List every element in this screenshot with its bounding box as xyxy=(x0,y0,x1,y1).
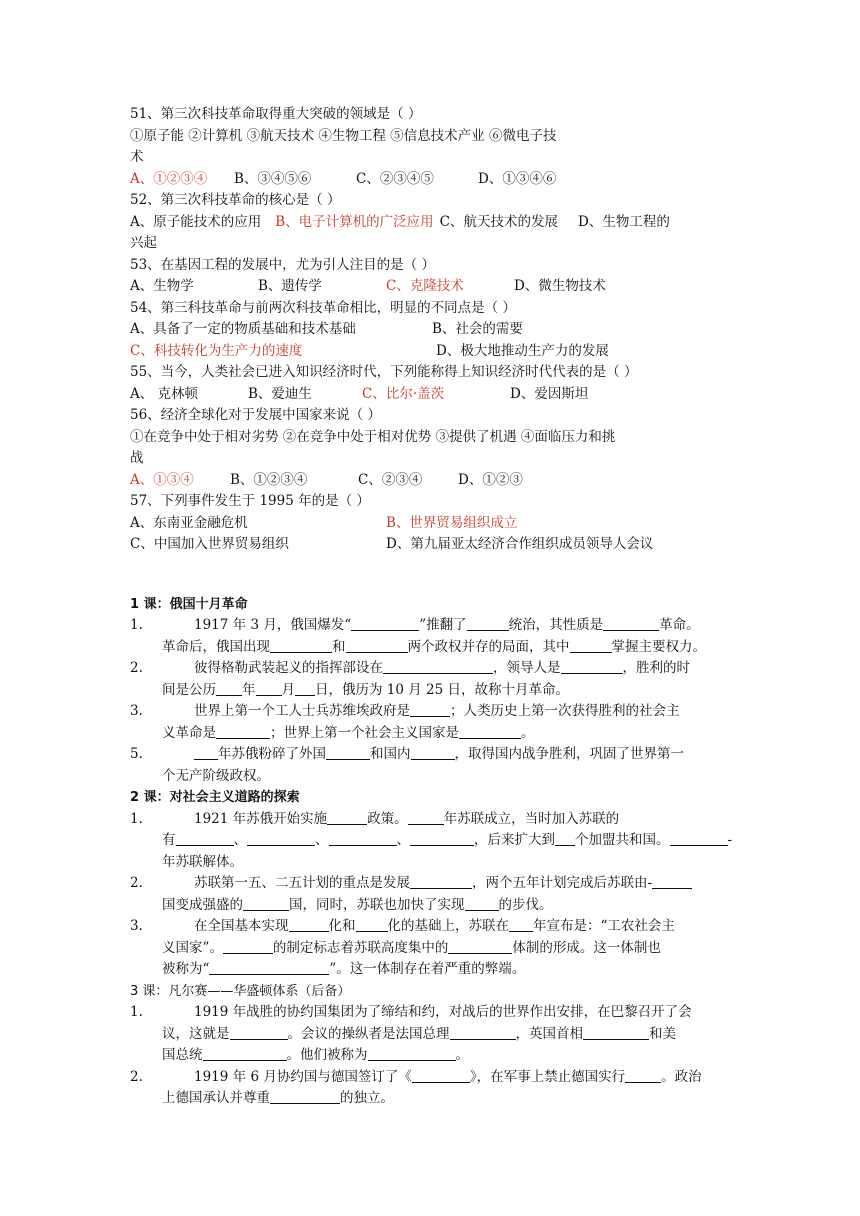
answer-blank[interactable] xyxy=(408,809,444,825)
answer-blank[interactable] xyxy=(329,830,397,846)
text: ，取得国内战争胜利，巩固了世界第一 xyxy=(454,746,684,762)
text: 国，同时，苏联也加快了实现 xyxy=(289,896,465,913)
q51-option-a: A、①②③④ xyxy=(130,170,208,187)
item-line xyxy=(162,873,730,895)
item-line xyxy=(162,723,730,745)
q54-options-row2 xyxy=(130,341,730,363)
lesson3-title: 3 课：凡尔赛——华盛顿体系（后备） xyxy=(130,983,351,999)
q57-option-c: C、中国加入世界贸易组织 xyxy=(130,536,289,552)
text: 和美 xyxy=(649,1025,676,1042)
answer-blank[interactable] xyxy=(561,658,623,674)
q56-option-b: B、①②③④ xyxy=(230,471,308,488)
document-page xyxy=(130,104,733,1110)
answer-blank[interactable] xyxy=(243,895,289,911)
answer-blank[interactable] xyxy=(670,830,728,846)
answer-blank[interactable] xyxy=(247,830,315,846)
text: 化和 xyxy=(328,918,356,934)
text: ，胜利的时 xyxy=(622,660,690,676)
text: 的独立。 xyxy=(340,1090,394,1106)
answer-blank[interactable] xyxy=(216,723,270,739)
lesson2-item xyxy=(130,916,730,981)
text: 。 xyxy=(455,1047,469,1063)
text: 的制定标志着苏联高度集中的 xyxy=(272,939,449,956)
text: 和 xyxy=(332,638,346,655)
answer-blank[interactable] xyxy=(625,1067,661,1083)
text: 。他们被称为 xyxy=(286,1047,368,1063)
text: 个加盟共和国。 xyxy=(575,832,670,848)
text: ”推翻了 xyxy=(419,617,467,633)
answer-blank[interactable] xyxy=(230,1024,288,1040)
item-line xyxy=(162,916,730,938)
lesson3-item xyxy=(130,1002,730,1067)
q53-options xyxy=(130,276,730,298)
text: ，后来扩大到 xyxy=(474,832,555,848)
answer-blank[interactable] xyxy=(327,809,367,825)
text: 的步伐。 xyxy=(498,896,553,913)
text: ，英国首相 xyxy=(515,1025,583,1042)
q55-option-a: A、 克林顿 xyxy=(130,385,199,402)
text: 彼得格勒武装起义的指挥部设在 xyxy=(194,660,383,676)
answer-blank[interactable] xyxy=(383,658,493,674)
q52-option-d-cont: 兴起 xyxy=(130,235,157,251)
q52-option-a: A、原子能技术的应用 xyxy=(130,213,262,230)
q56-options xyxy=(130,470,730,492)
q51-items: ①原子能 ②计算机 ③航天技术 ④生物工程 ⑤信息技术产业 ⑥微电子技 xyxy=(130,127,557,144)
answer-blank[interactable] xyxy=(410,701,450,717)
item-line xyxy=(162,1024,730,1046)
q52-option-c: C、航天技术的发展 xyxy=(439,213,559,230)
text: 被称为“ xyxy=(162,961,210,977)
lesson1-item xyxy=(130,744,730,787)
q54-option-a: A、具备了一定的物质基础和技术基础 xyxy=(130,321,356,337)
answer-blank[interactable] xyxy=(448,938,512,954)
text: 年苏联成立，当时加入苏联的 xyxy=(443,810,620,827)
lesson2-item xyxy=(130,873,730,916)
q51-option-b: B、③④⑤⑥ xyxy=(234,170,312,187)
item-line: 1919 年战胜的协约国集团为了缔结和约，对战后的世界作出安排，在巴黎召开了会 xyxy=(194,1004,692,1020)
lesson2-item xyxy=(130,809,733,874)
text: 国变成强盛的 xyxy=(162,896,243,913)
answer-blank[interactable] xyxy=(295,680,315,696)
item-line xyxy=(162,959,730,981)
text: 义革命是 xyxy=(162,724,216,741)
text: 体制的形成。这一体制也 xyxy=(512,939,661,956)
answer-blank[interactable] xyxy=(270,1088,340,1104)
q52-options xyxy=(130,212,730,234)
q57-option-d: D、第九届亚太经济合作组织成员领导人会议 xyxy=(386,536,654,552)
answer-blank[interactable] xyxy=(346,637,408,653)
item-line xyxy=(162,658,730,680)
answer-blank[interactable] xyxy=(356,916,388,932)
q53-option-a: A、生物学 xyxy=(130,278,194,294)
q54-option-b: B、社会的需要 xyxy=(432,321,523,337)
q55-option-d: D、爱因斯坦 xyxy=(510,385,589,402)
answer-blank[interactable] xyxy=(194,744,218,760)
item-line xyxy=(162,895,730,917)
text: 》，在军事上禁止德国实行 xyxy=(469,1068,626,1085)
text: 在全国基本实现 xyxy=(194,918,289,934)
q56-option-c: C、②③④ xyxy=(358,471,423,488)
answer-blank[interactable] xyxy=(465,895,499,911)
answer-blank[interactable] xyxy=(270,637,332,653)
item-line xyxy=(162,830,733,852)
text: 年宣布是：“工农社会主 xyxy=(533,918,675,934)
q54-option-c: C、科技转化为生产力的速度 xyxy=(130,342,303,359)
text: 革命。 xyxy=(659,617,700,633)
answer-blank[interactable] xyxy=(411,744,455,760)
item-number: 5. xyxy=(130,746,143,762)
text: 国总统 xyxy=(162,1047,203,1063)
text: 1919 年 6 月协约国与德国签订了《 xyxy=(194,1068,412,1085)
answer-blank[interactable] xyxy=(289,916,329,932)
answer-blank[interactable] xyxy=(603,615,659,631)
q57-options-row1 xyxy=(130,513,730,535)
q52-option-d: D、生物工程的 xyxy=(578,213,670,230)
text: 间是公历 xyxy=(162,681,216,698)
q57-option-a: A、东南亚金融危机 xyxy=(130,514,248,531)
lesson1-item xyxy=(130,658,730,701)
answer-blank[interactable] xyxy=(459,723,521,739)
answer-blank[interactable] xyxy=(570,637,612,653)
q57-option-b: B、世界贸易组织成立 xyxy=(386,514,518,531)
q56-items: ①在竞争中处于相对劣势 ②在竞争中处于相对优势 ③提供了机遇 ④面临压力和挑 xyxy=(130,428,616,445)
answer-blank[interactable] xyxy=(652,873,692,889)
q56-option-a: A、①③④ xyxy=(130,471,194,488)
answer-blank[interactable] xyxy=(209,959,329,975)
text: 、 xyxy=(315,832,329,848)
text: 。 xyxy=(521,724,535,741)
text: 。政治 xyxy=(661,1068,702,1085)
text: ；世界上第一个社会主义国家是 xyxy=(270,724,459,741)
lesson1-item xyxy=(130,615,730,658)
q55-option-c: C、比尔·盖茨 xyxy=(362,385,445,402)
text: ，领导人是 xyxy=(493,660,561,676)
q54-options-row1 xyxy=(130,319,730,341)
text: 议，这就是 xyxy=(162,1025,230,1042)
answer-blank[interactable] xyxy=(410,830,474,846)
answer-blank[interactable] xyxy=(203,1045,287,1061)
q51-stem: 51、第三次科技革命取得重大突破的领域是（ ） xyxy=(130,106,422,122)
text: 统治，其性质是 xyxy=(508,617,604,633)
item-line xyxy=(162,1088,730,1110)
text: 1921 年苏俄开始实施 xyxy=(194,810,328,827)
q56-stem: 56、经济全球化对于发展中国家来说（ ） xyxy=(130,407,381,423)
answer-blank[interactable] xyxy=(467,615,509,631)
text: 和国内 xyxy=(370,746,411,762)
answer-blank[interactable] xyxy=(450,1024,516,1040)
q55-options xyxy=(130,384,730,406)
q51-options xyxy=(130,169,730,191)
q55-option-b: B、爱迪生 xyxy=(248,385,312,402)
q53-stem: 53、在基因工程的发展中，尤为引人注目的是（ ） xyxy=(130,256,435,273)
q57-options-row2 xyxy=(130,534,730,556)
text: 1917 年 3 月，俄国爆发“ xyxy=(194,617,352,633)
answer-blank[interactable] xyxy=(509,916,533,932)
text: 上德国承认并尊重 xyxy=(162,1090,270,1106)
item-number: 2. xyxy=(130,875,143,891)
text: 有 xyxy=(162,832,176,848)
item-line xyxy=(162,1067,730,1089)
q54-stem: 54、第三科技革命与前两次科技革命相比，明显的不同点是（ ） xyxy=(130,299,516,316)
text: 政策。 xyxy=(367,810,408,827)
text: 日，俄历为 10 月 25 日，故称十月革命。 xyxy=(315,681,570,698)
answer-blank[interactable] xyxy=(583,1024,649,1040)
q51-items-cont: 术 xyxy=(130,149,144,165)
item-line xyxy=(162,1045,730,1067)
q51-option-d: D、①③④⑥ xyxy=(478,170,557,187)
item-line xyxy=(162,701,730,723)
q57-stem: 57、下列事件发生于 1995 年的是（ ） xyxy=(130,493,370,509)
item-line xyxy=(162,680,730,702)
answer-blank[interactable] xyxy=(223,938,273,954)
text: 掌握主要权力。 xyxy=(611,638,706,655)
text: ；人类历史上第一次获得胜利的社会主 xyxy=(450,703,680,719)
text: 。会议的操纵者是法国总理 xyxy=(287,1025,450,1042)
text: 、 xyxy=(233,832,247,848)
answer-blank[interactable] xyxy=(412,1067,470,1083)
item-number: 1. xyxy=(130,617,143,633)
item-number: 3. xyxy=(130,703,143,719)
q53-option-c: C、克隆技术 xyxy=(386,278,464,294)
text: 义国家”。 xyxy=(162,939,223,956)
item-line: 年苏联解体。 xyxy=(162,853,243,870)
item-number: 1. xyxy=(130,1004,143,1020)
item-number: 2. xyxy=(130,1068,143,1085)
text: 年 xyxy=(242,681,256,698)
q53-option-d: D、微生物技术 xyxy=(514,278,606,294)
text: 月 xyxy=(281,681,295,698)
item-line xyxy=(162,938,730,960)
item-number: 3. xyxy=(130,918,143,934)
answer-blank[interactable] xyxy=(555,830,575,846)
q54-option-d: D、极大地推动生产力的发展 xyxy=(436,342,609,359)
q52-option-b: B、电子计算机的广泛应用 xyxy=(275,213,434,230)
answer-blank[interactable] xyxy=(216,680,242,696)
lesson2-title: 2 课：对社会主义道路的探索 xyxy=(130,790,300,805)
text: 、 xyxy=(396,832,410,848)
q56-option-d: D、①②③ xyxy=(458,471,523,488)
text: 革命后，俄国出现 xyxy=(162,638,270,655)
q55-stem: 55、当今，人类社会已进入知识经济时代，下列能称得上知识经济时代代表的是（ ） xyxy=(130,364,638,380)
text: 世界上第一个工人士兵苏维埃政府是 xyxy=(194,703,410,719)
answer-blank[interactable] xyxy=(351,615,419,631)
item-number: 2. xyxy=(130,660,143,676)
text: 两个政权并存的局面，其中 xyxy=(407,638,570,655)
lesson3-item xyxy=(130,1067,730,1110)
lesson1-item xyxy=(130,701,730,744)
answer-blank[interactable] xyxy=(256,680,282,696)
item-line: 个无产阶级政权。 xyxy=(162,767,270,784)
text: ”。这一体制存在着严重的弊端。 xyxy=(329,961,526,977)
answer-blank[interactable] xyxy=(410,873,472,889)
q52-stem: 52、第三次科技革命的核心是（ ） xyxy=(130,192,341,208)
text: - xyxy=(727,832,733,848)
q56-items-cont: 战 xyxy=(130,450,144,466)
item-line xyxy=(162,615,730,637)
answer-blank[interactable] xyxy=(176,830,234,846)
text: 苏联第一五、二五计划的重点是发展 xyxy=(194,875,410,891)
answer-blank[interactable] xyxy=(326,744,370,760)
item-number: 1. xyxy=(130,810,143,827)
answer-blank[interactable] xyxy=(368,1045,456,1061)
q51-option-c: C、②③④⑤ xyxy=(356,170,434,187)
text: ，两个五年计划完成后苏联由- xyxy=(472,875,653,891)
text: 化的基础上，苏联在 xyxy=(387,918,509,934)
lesson1-title: 1 课：俄国十月革命 xyxy=(130,596,248,612)
text: 年苏俄粉碎了外国 xyxy=(218,746,326,762)
q53-option-b: B、遗传学 xyxy=(258,278,322,294)
item-line xyxy=(162,744,730,766)
item-line xyxy=(162,809,730,831)
item-line xyxy=(162,637,730,659)
